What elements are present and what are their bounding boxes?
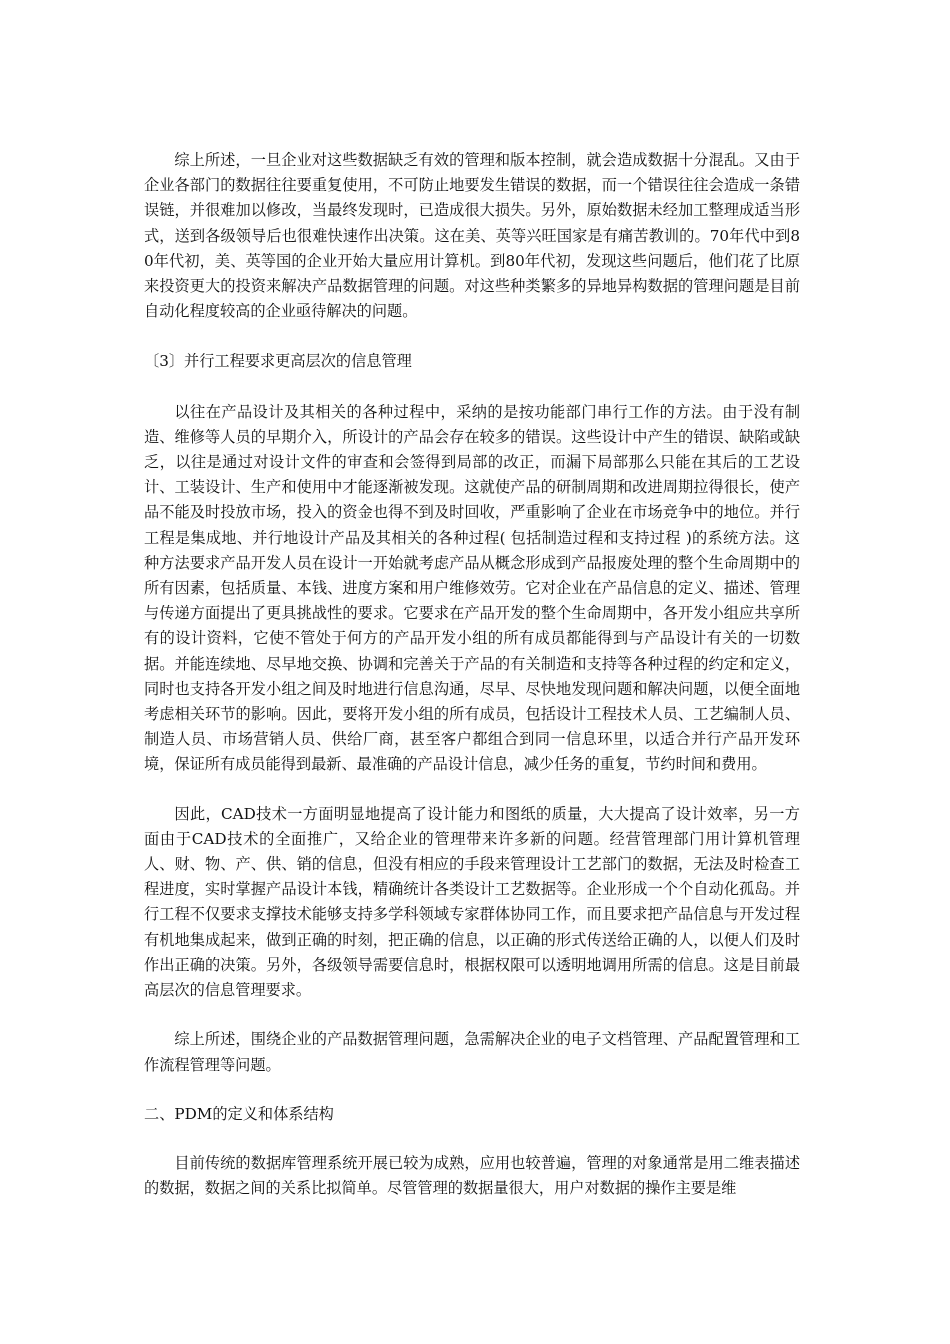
section-heading-concurrent-engineering: 〔3〕并行工程要求更高层次的信息管理: [144, 352, 412, 371]
section-heading-pdm-definition: 二、PDM的定义和体系结构: [144, 1104, 334, 1123]
paragraph-traditional-database: 目前传统的数据库管理系统开展已较为成熟，应用也较普遍，管理的对象通常是用二维表描述的数据，数据之间的关系比拟简单。尽管管理的数据量很大，用户对数据的操作主要是维: [144, 1153, 800, 1198]
paragraph-gap: [144, 1127, 800, 1151]
paragraph-gap: [144, 324, 800, 349]
paragraph-concurrent-engineering: 以往在产品设计及其相关的各种过程中，采纳的是按功能部门串行工作的方法。由于没有制造、维修等人员的早期介入，所设计的产品会存在较多的错误。这些设计中产生的错误、缺陷或缺乏，以往是通过对设计文件的审查和会签得到局部的改正，而漏下局部那么只能在其后的工艺设计、工装设计、生产和使用中才能逐渐被发现。这就使产品的研制周期和改进周期拉得很长，使产品不能及时投放市场，投入的资金也得不到及时回收，严重影响了企业在市场竞争中的地位。并行工程是集成地、并行地设计产品及其相关的各种过程( 包括制造过程和支持过程 )的系统方法。这种方法要求产品开发人员在设计一开始就考虑产品从概念形成到产品报废处理的整个生命周期中的所有因素，包括质量、本钱、进度方案和用户维修效劳。它对企业在产品信息的定义、描述、管理与传递方面提出了更具挑战性的要求。它要求在产品开发的整个生命周期中，各开发小组应共享所有的设计资料，它使不管处于何方的产品开发小组的所有成员都能得到与产品设计有关的一切数据。并能连续地、尽早地交换、协调和完善关于产品的有关制造和支持等各种过程的约定和定义，同时也支持各开发小组之间及时地进行信息沟通，尽早、尽快地发现问题和解决问题，以便全面地考虑相关环节的影响。因此，要将开发小组的所有成员，包括设计工程技术人员、工艺编制人员、制造人员、市场营销人员、供给厂商，甚至客户都组合到同一信息环里，以适合并行产品开发环境，保证所有成员能得到最新、最准确的产品设计信息，减少任务的重复，节约时间和费用。: [144, 402, 800, 774]
paragraph-gap: [144, 375, 800, 400]
document-page: [144, 148, 800, 1201]
paragraph-gap: [144, 778, 800, 802]
paragraph-summary: 综上所述，围绕企业的产品数据管理问题，急需解决企业的电子文档管理、产品配置管理和工作流程管理等问题。: [144, 1030, 800, 1074]
paragraph-cad-technology: 因此，CAD技术一方面明显地提高了设计能力和图纸的质量，大大提高了设计效率，另一方面由于CAD技术的全面推广，又给企业的管理带来许多新的问题。经营管理部门用计算机管理人、财、物、产、供、销的信息，但没有相应的手段来管理设计工艺部门的数据，无法及时检查工程进度，实时掌握产品设计本钱，精确统计各类设计工艺数据等。企业形成一个个自动化孤岛。并行工程不仅要求支撑技术能够支持多学科领域专家群体协同工作，而且要求把产品信息与开发过程有机地集成起来，做到正确的时刻，把正确的信息，以正确的形式传送给正确的人，以便人们及时作出正确的决策。另外，各级领导需要信息时，根据权限可以透明地调用所需的信息。这是目前最高层次的信息管理要求。: [144, 804, 800, 1000]
paragraph-data-management-summary: 综上所述，一旦企业对这些数据缺乏有效的管理和版本控制，就会造成数据十分混乱。又由于企业各部门的数据往往要重复使用，不可防止地要发生错误的数据，而一个错误往往会造成一条错误链，并很难加以修改，当最终发现时，已造成很大损失。另外，原始数据未经加工整理成适当形式，送到各级领导后也很难快速作出决策。这在美、英等兴旺国家是有痛苦教训的。70年代中到80年代初，美、英等国的企业开始大量应用计算机。到80年代初，发现这些问题后，他们花了比原来投资更大的投资来解决产品数据管理的问题。对这些种类繁多的异地异构数据的管理问题是目前自动化程度较高的企业亟待解决的问题。: [144, 151, 800, 321]
paragraph-gap: [144, 1078, 800, 1102]
paragraph-gap: [144, 1003, 800, 1027]
